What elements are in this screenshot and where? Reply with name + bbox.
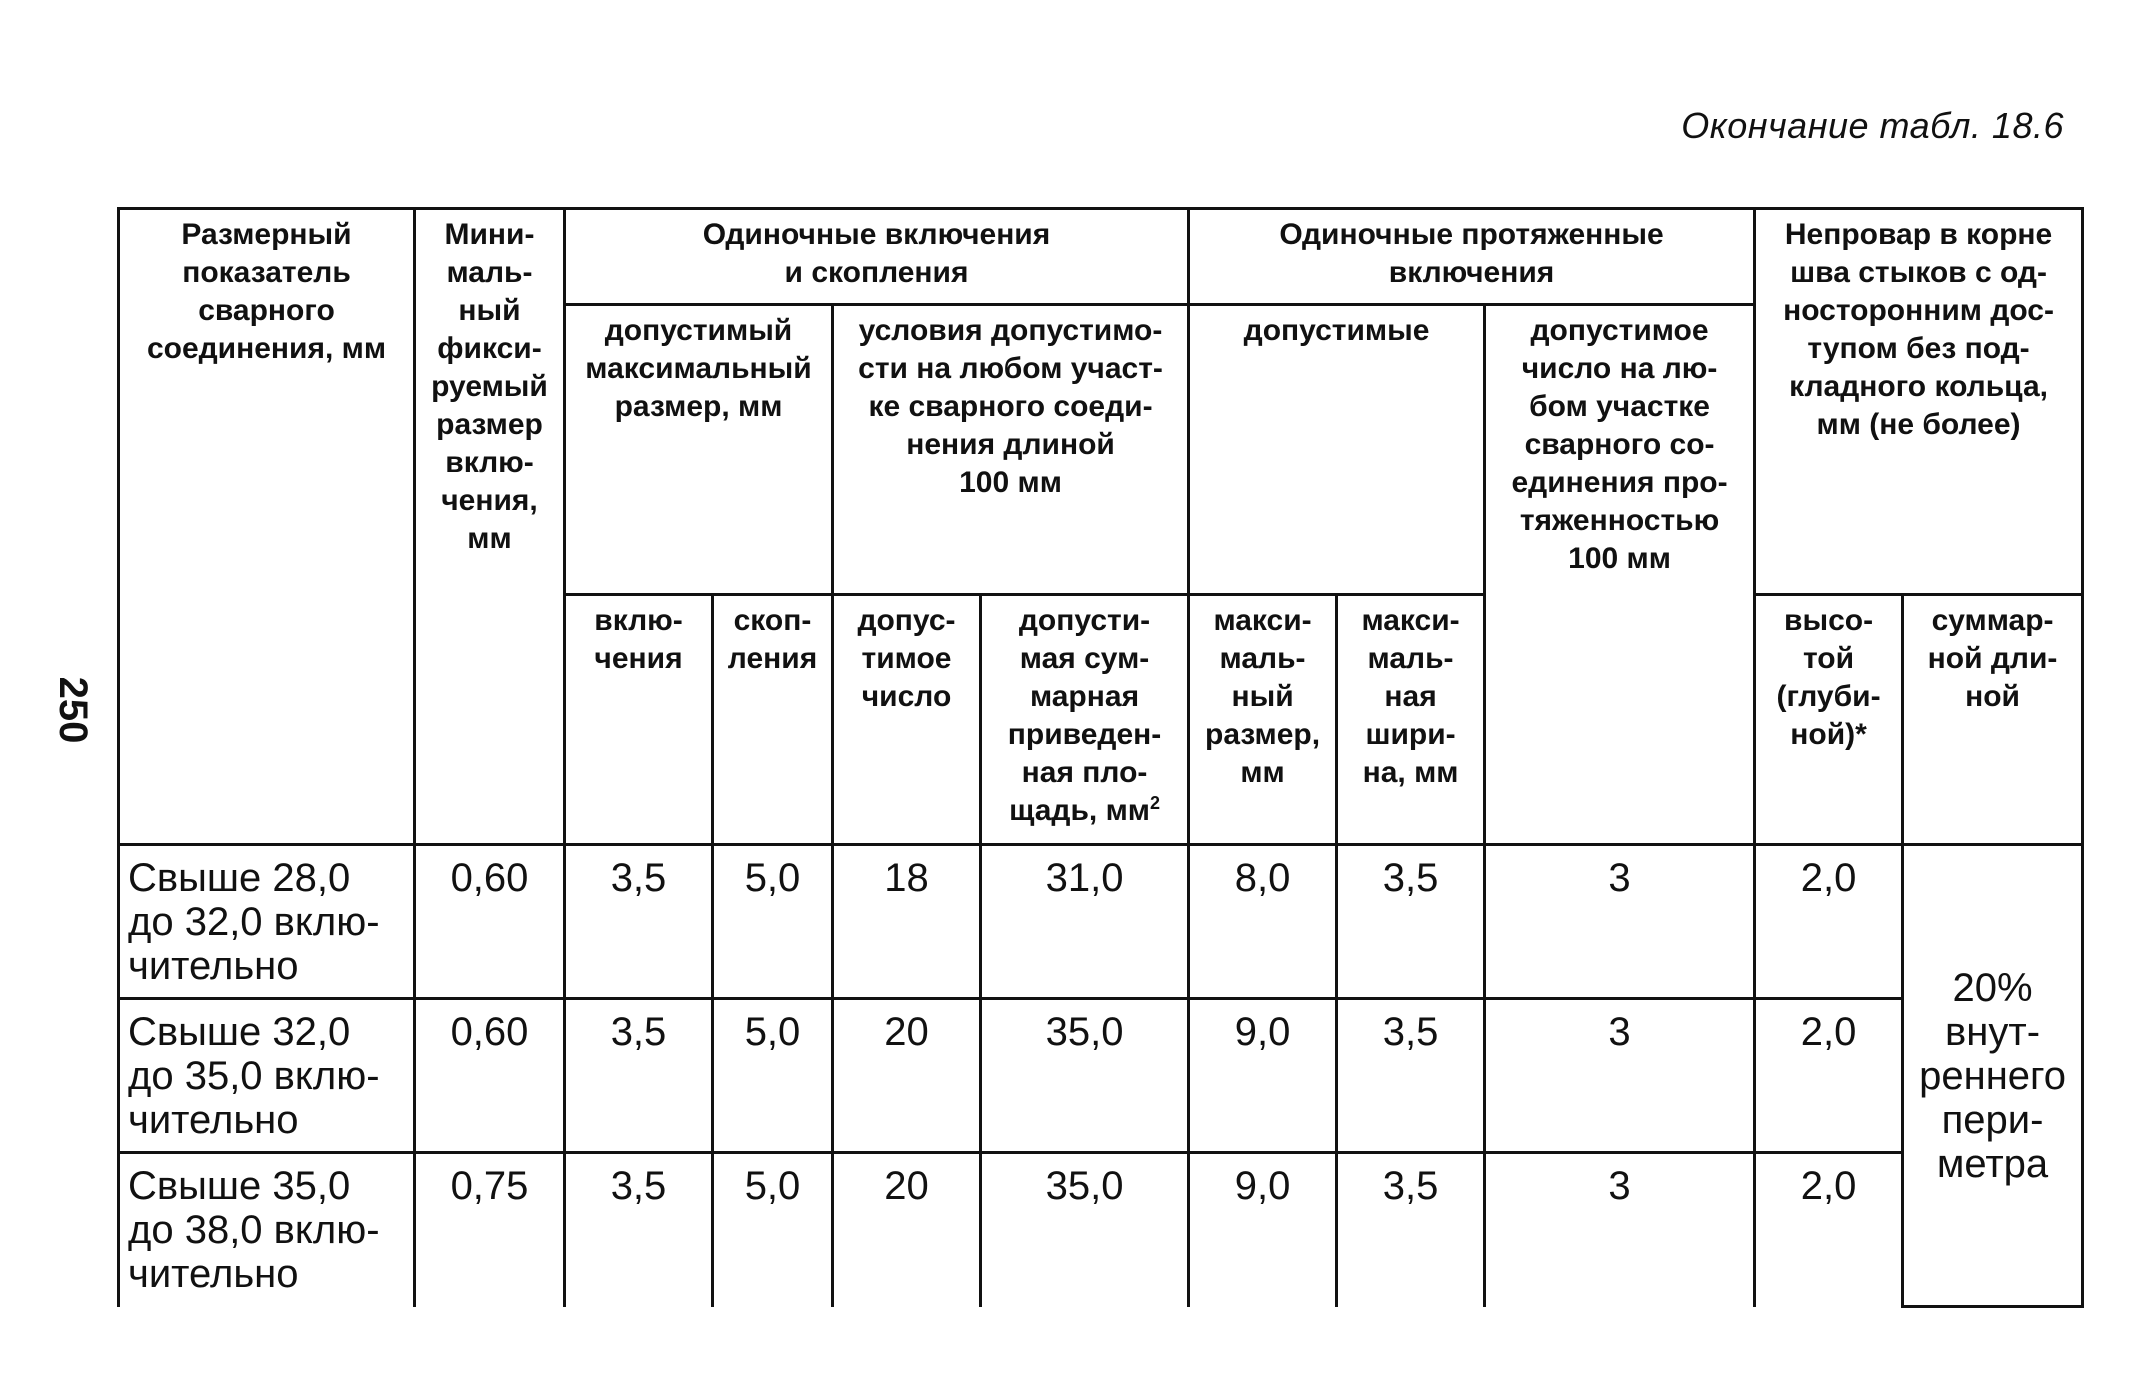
cell-height: 2,0 — [1755, 999, 1903, 1153]
cell-inclusions: 3,5 — [565, 999, 713, 1153]
weld-defects-table — [117, 207, 2084, 1308]
cell-max-size: 8,0 — [1189, 845, 1337, 999]
cell-allowed-number: 20 — [833, 999, 981, 1153]
cell-height: 2,0 — [1755, 1153, 1903, 1307]
table-row — [119, 845, 2083, 999]
header-total-length: суммар- ной дли- ной — [1903, 595, 2083, 845]
cell-max-width: 3,5 — [1337, 999, 1485, 1153]
cell-max-size: 9,0 — [1189, 999, 1337, 1153]
table-row — [119, 1153, 2083, 1307]
header-max-size: макси- маль- ный размер, мм — [1189, 595, 1337, 845]
cell-allowed-number: 20 — [833, 1153, 981, 1307]
cell-allowed-area: 35,0 — [981, 1153, 1189, 1307]
header-root-lack: Непровар в корне шва стыков с од- носторонним дос- тупом без под- кладного кольца, мм (не более) — [1755, 209, 2083, 595]
header-size-indicator: Размерный показатель сварного соединения, мм — [119, 209, 415, 845]
cell-allowed-area: 31,0 — [981, 845, 1189, 999]
row-label: Свыше 35,0 до 38,0 вклю- чительно — [119, 1153, 415, 1307]
cell-height: 2,0 — [1755, 845, 1903, 999]
header-inclusions: вклю- чения — [565, 595, 713, 845]
cell-max-width: 3,5 — [1337, 1153, 1485, 1307]
cell-allowed-area: 35,0 — [981, 999, 1189, 1153]
cell-min-size: 0,60 — [415, 845, 565, 999]
cell-min-size: 0,75 — [415, 1153, 565, 1307]
page-number: 250 — [51, 676, 95, 744]
header-height: высо- той (глуби- ной)* — [1755, 595, 1903, 845]
header-allowed-number: допус- тимое число — [833, 595, 981, 845]
header-allowed: допустимые — [1189, 305, 1485, 595]
header-conditions: условия допустимо- сти на любом участ- ке сварного соеди- нения длиной 100 мм — [833, 305, 1189, 595]
cell-allowed-count: 3 — [1485, 999, 1755, 1153]
table-caption: Окончание табл. 18.6 — [1681, 105, 2064, 146]
row-label: Свыше 28,0 до 32,0 вклю- чительно — [119, 845, 415, 999]
header-allowed-area — [981, 595, 1189, 845]
header-clusters: скоп- ления — [713, 595, 833, 845]
header-allowed-max-size: допустимый максимальный размер, мм — [565, 305, 833, 595]
cell-min-size: 0,60 — [415, 999, 565, 1153]
header-min-size: Мини- маль- ный фикси- руемый размер вклю- чения, мм — [415, 209, 565, 845]
cell-inclusions: 3,5 — [565, 845, 713, 999]
cell-max-size: 9,0 — [1189, 1153, 1337, 1307]
cell-allowed-count: 3 — [1485, 845, 1755, 999]
cell-allowed-number: 18 — [833, 845, 981, 999]
header-allowed-area-text: допусти- мая сум- марная приведен- ная пло- щадь, мм — [1007, 604, 1162, 827]
cell-clusters: 5,0 — [713, 845, 833, 999]
cell-clusters: 5,0 — [713, 999, 833, 1153]
cell-inclusions: 3,5 — [565, 1153, 713, 1307]
header-max-width: макси- маль- ная шири- на, мм — [1337, 595, 1485, 845]
header-allowed-count: допустимое число на лю- бом участке сварного со- единения про- тяженностью 100 мм — [1485, 305, 1755, 845]
table-row — [119, 999, 2083, 1153]
cell-total-length: 20% внут- реннего пери- метра — [1903, 845, 2083, 1307]
cell-allowed-count: 3 — [1485, 1153, 1755, 1307]
cell-max-width: 3,5 — [1337, 845, 1485, 999]
header-allowed-area-sup: 2 — [1149, 793, 1160, 813]
header-single-inclusions: Одиночные включения и скопления — [565, 209, 1189, 305]
header-single-extended: Одиночные протяженные включения — [1189, 209, 1755, 305]
cell-clusters: 5,0 — [713, 1153, 833, 1307]
row-label: Свыше 32,0 до 35,0 вклю- чительно — [119, 999, 415, 1153]
